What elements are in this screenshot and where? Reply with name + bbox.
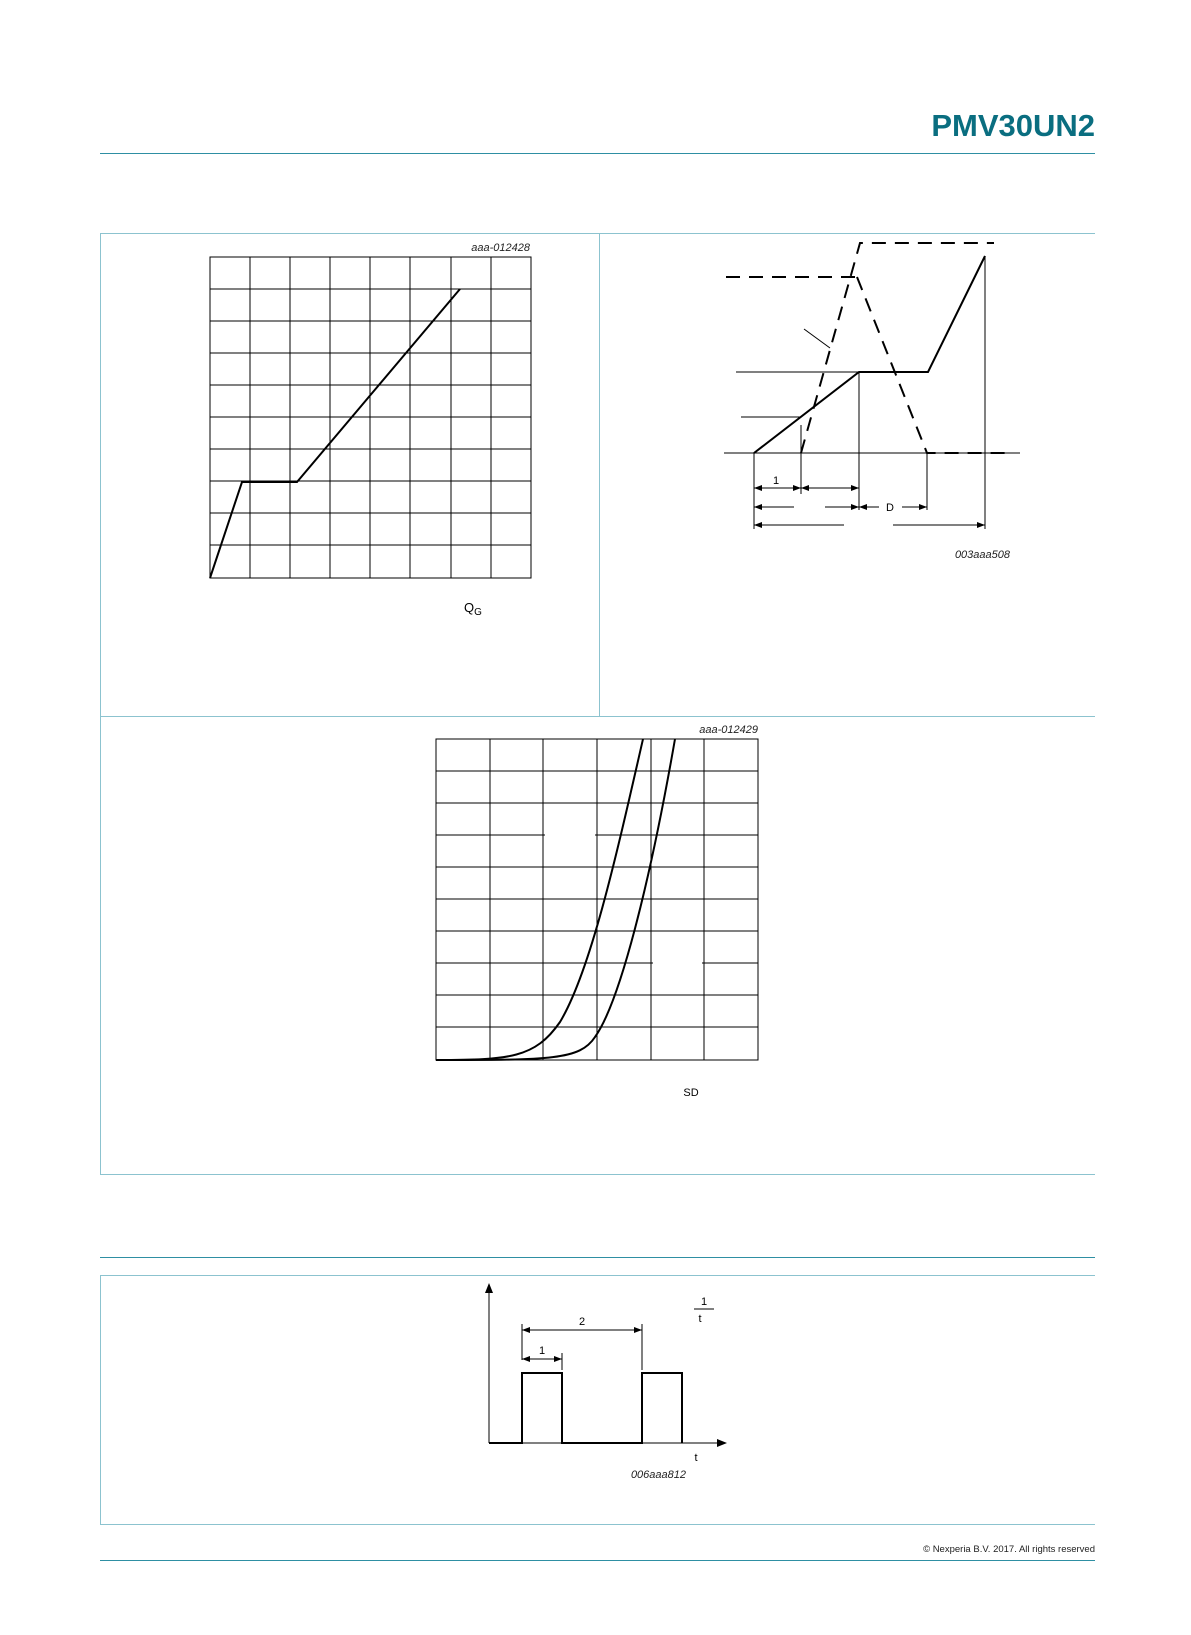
pulse-diagram	[470, 1280, 750, 1490]
waveform-gate-voltage	[754, 256, 985, 453]
pulse-t-label: t	[694, 1452, 698, 1464]
waveform-label-d: D	[886, 502, 894, 514]
page-title: PMV30UN2	[931, 108, 1095, 143]
diode-xlabel: SD	[683, 1087, 699, 1099]
pulse-dimension-lines	[522, 1309, 714, 1370]
pulse-label-2: 2	[578, 1316, 586, 1328]
diode-grid	[436, 739, 758, 1060]
panel-divider	[599, 233, 600, 717]
waveform-code: 003aaa508	[954, 549, 1010, 561]
diode-chart	[400, 722, 780, 1102]
header-rule	[100, 153, 1095, 154]
section-rule	[100, 1257, 1095, 1258]
diode-code: aaa-012429	[699, 724, 758, 736]
footer-rule	[100, 1560, 1095, 1561]
pulse-code: 006aaa812	[630, 1469, 686, 1481]
gate-charge-grid	[210, 257, 531, 578]
copyright-notice: © Nexperia B.V. 2017. All rights reserved	[923, 1544, 1095, 1555]
pulse-label-1: 1	[538, 1345, 546, 1357]
gate-charge-xlabel: $Q_G$	[464, 600, 482, 618]
pulse-train	[489, 1373, 682, 1443]
gate-charge-chart	[180, 240, 560, 620]
gate-charge-code: aaa-012428	[471, 242, 530, 254]
waveform-label-1: 1	[772, 475, 780, 487]
gate-charge-waveform	[720, 236, 1020, 566]
gate-charge-curve	[210, 289, 460, 578]
waveform-reference-lines	[724, 256, 1020, 529]
pulse-fraction-denominator: t	[698, 1313, 702, 1325]
pulse-axes	[489, 1288, 722, 1443]
waveform-dashed-traces	[726, 243, 1010, 453]
pulse-fraction-numerator: 1	[700, 1296, 708, 1308]
